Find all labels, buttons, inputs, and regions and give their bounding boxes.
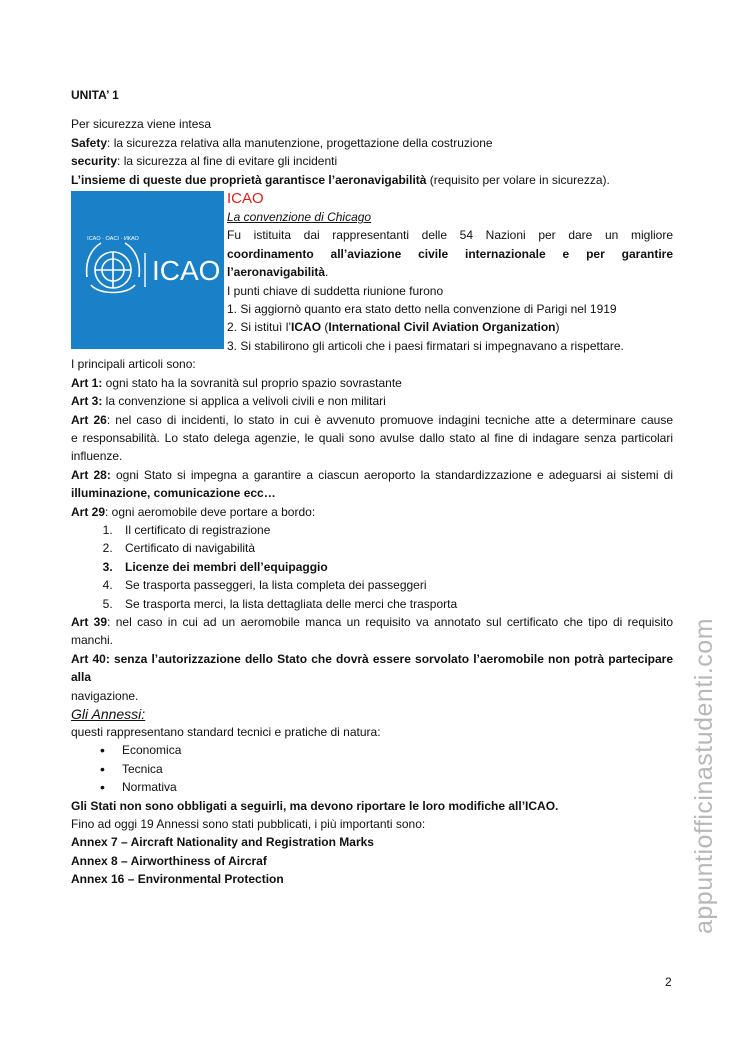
- annex-8: Annex 8 – Airworthiness of Aircraf: [71, 853, 267, 868]
- key-point-2-mid: (: [321, 320, 329, 335]
- list-item: • Tecnica: [122, 760, 673, 778]
- icao-emblem-icon: [71, 191, 224, 349]
- icao-text-column: [227, 189, 673, 355]
- list-item: 1. Il certificato di registrazione: [116, 521, 673, 539]
- article-26-line2: e responsabilità. Lo stato delega agenzie, le quali sono avulse dallo stato al fine di indagare senza particolari: [71, 430, 673, 445]
- list-item: 5. Se trasporta merci, la lista dettagliata delle merci che trasporta: [116, 595, 673, 613]
- security-definition: [71, 152, 673, 170]
- icao-section: [71, 189, 673, 355]
- article-29-text: : ogni aeromobile deve portare a bordo:: [105, 504, 316, 519]
- list-item: 2. Certificato di navigabilità: [116, 539, 673, 557]
- key-points-intro: I punti chiave di suddetta riunione furono: [227, 283, 444, 298]
- articles-intro: I principali articoli sono:: [71, 357, 196, 372]
- list-item: 3. Licenze dei membri dell’equipaggio: [116, 558, 673, 576]
- icao-title: ICAO: [227, 190, 264, 208]
- article-28-line1: [71, 466, 673, 484]
- article-39-line1: [71, 613, 673, 631]
- icao-logo: [71, 191, 224, 349]
- article-28-text: ogni Stato si impegna a garantire a ciascun aeroporto la standardizzazione e adeguarsi ai sistemi di: [110, 467, 673, 482]
- icao-para-line2: coordinamento all’aviazione civile internazionale e per garantire: [227, 246, 673, 261]
- logo-wordmark: ICAO: [152, 255, 221, 287]
- article-3: [71, 392, 673, 410]
- annessi-intro: questi rappresentano standard tecnici e pratiche di natura:: [71, 725, 381, 739]
- article-29-label: Art 29: [71, 504, 106, 519]
- article-40-line2: navigazione.: [71, 688, 139, 703]
- key-point-2-end: ): [555, 320, 560, 335]
- list-item: • Normativa: [122, 778, 673, 796]
- key-point-1: 1. Si aggiornò quanto era stato detto nella convenzione di Parigi nel 1919: [227, 302, 617, 317]
- safety-label: Safety: [71, 135, 108, 150]
- airworthiness-bold: L’insieme di queste due proprietà garantisce l’aeronavigabilità: [71, 172, 427, 187]
- article-39-text: : nel caso in cui ad un aeromobile manca un requisito va annotato sul certificato che tipo di requisito: [107, 614, 674, 629]
- article-3-text: la convenzione si applica a velivoli civili e non militari: [102, 394, 386, 409]
- page-number: 2: [665, 975, 672, 989]
- airworthiness-statement: [71, 171, 673, 189]
- document-page: [71, 86, 673, 889]
- article-29-list: [71, 521, 673, 613]
- airworthiness-rest: (requisito per volare in sicurezza).: [426, 172, 610, 187]
- article-3-label: Art 3:: [71, 394, 103, 409]
- article-40-line1: Art 40: senza l’autorizzazione dello Stato che dovrà essere sorvolato l’aeromobile non potrà partecipare alla: [71, 651, 673, 685]
- article-26-line1: [71, 411, 673, 429]
- article-28-label: Art 28:: [71, 467, 111, 482]
- key-point-2-icao: ICAO: [291, 320, 322, 335]
- intro-line: Per sicurezza viene intesa: [71, 117, 212, 132]
- article-26-label: Art 26: [71, 412, 107, 427]
- icao-para-line1: Fu istituita dai rappresentanti delle 54 Nazioni per dare un migliore: [227, 228, 673, 243]
- key-point-2-fullname: International Civil Aviation Organization: [328, 320, 556, 335]
- logo-ring-text: ICAO · OACI · ИКАО: [87, 236, 139, 243]
- safety-text: : la sicurezza relativa alla manutenzione, progettazione della costruzione: [107, 135, 493, 150]
- annessi-bullet-list: [71, 741, 673, 796]
- article-29: [71, 503, 673, 521]
- article-39-label: Art 39: [71, 614, 108, 629]
- icao-airworthiness: l’aeronavigabilità: [227, 265, 326, 280]
- annessi-heading: Gli Annessi:: [71, 706, 146, 722]
- article-1-label: Art 1:: [71, 375, 103, 390]
- key-point-2: [227, 318, 673, 336]
- security-text: : la sicurezza al fine di evitare gli incidenti: [117, 154, 338, 169]
- annex-16: Annex 16 – Environmental Protection: [71, 872, 284, 887]
- article-1-text: ogni stato ha la sovranità sul proprio spazio sovrastante: [102, 375, 402, 390]
- list-item: 4. Se trasporta passeggeri, la lista completa dei passeggeri: [116, 576, 673, 594]
- unit-heading: UNITA’ 1: [71, 88, 119, 102]
- article-39-line2: manchi.: [71, 633, 114, 648]
- list-item: • Economica: [122, 741, 673, 759]
- watermark: appuntiofficinastudenti.com: [690, 617, 718, 934]
- annex-7: Annex 7 – Aircraft Nationality and Registration Marks: [71, 835, 374, 850]
- key-point-2-prefix: 2. Si istituì l’: [227, 320, 292, 335]
- safety-definition: [71, 134, 673, 152]
- article-26-line3: influenze.: [71, 449, 123, 464]
- annessi-count: Fino ad oggi 19 Annessi sono stati pubblicati, i più importanti sono:: [71, 817, 426, 832]
- article-26-text: : nel caso di incidenti, lo stato in cui è avvenuto promuove indagini tecniche atte a determinare cause: [106, 412, 673, 427]
- key-point-3: 3. Si stabilirono gli articoli che i paesi firmatari si impegnavano a rispettare.: [227, 338, 624, 353]
- article-1: [71, 374, 673, 392]
- icao-para-line3: [227, 263, 673, 281]
- annessi-bold-statement: Gli Stati non sono obbligati a seguirli, ma devono riportare le loro modifiche all’ICAO.: [71, 798, 559, 813]
- article-28-line2: illuminazione, comunicazione ecc…: [71, 486, 276, 501]
- security-label: security: [71, 154, 118, 169]
- icao-para-end: .: [325, 265, 329, 280]
- chicago-convention-subtitle: La convenzione di Chicago: [227, 210, 372, 225]
